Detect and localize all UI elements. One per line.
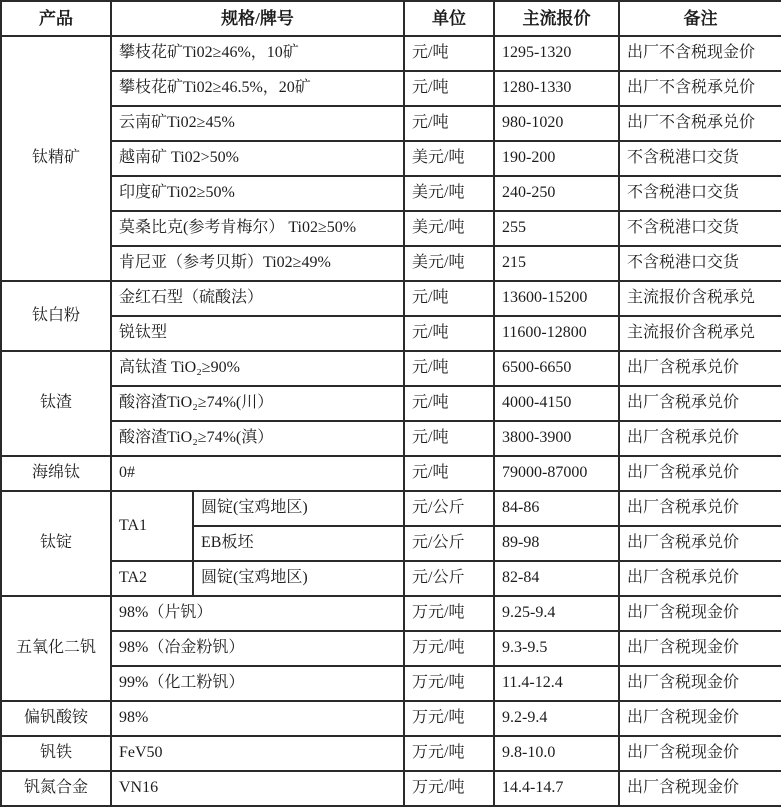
table-row <box>1 596 781 631</box>
price-cell: 255 <box>494 211 619 246</box>
price-cell: 84-86 <box>494 491 619 526</box>
column-header-price: 主流报价 <box>494 1 619 36</box>
note-cell: 出厂含税现金价 <box>619 771 781 806</box>
table-row <box>1 281 781 316</box>
price-cell: 980-1020 <box>494 106 619 141</box>
price-cell: 190-200 <box>494 141 619 176</box>
product-cell: 海绵钛 <box>1 456 111 491</box>
price-cell: 3800-3900 <box>494 421 619 456</box>
price-cell: 1280-1330 <box>494 71 619 106</box>
spec-cell: VN16 <box>111 771 404 806</box>
spec-cell: 98% <box>111 701 404 736</box>
spec-cell: 98%（片钒） <box>111 596 404 631</box>
price-cell: 89-98 <box>494 526 619 561</box>
unit-cell: 元/吨 <box>404 386 494 421</box>
note-cell: 出厂含税现金价 <box>619 701 781 736</box>
table-row <box>1 36 781 71</box>
table-row <box>1 631 781 666</box>
table-row <box>1 211 781 246</box>
table-row <box>1 771 781 806</box>
product-cell: 钛白粉 <box>1 281 111 351</box>
unit-cell: 万元/吨 <box>404 736 494 771</box>
unit-cell: 元/公斤 <box>404 526 494 561</box>
table-row <box>1 666 781 701</box>
table-body <box>1 36 781 806</box>
spec-cell: 云南矿Ti02≥45% <box>111 106 404 141</box>
spec-cell: 肯尼亚（参考贝斯）Ti02≥49% <box>111 246 404 281</box>
unit-cell: 元/吨 <box>404 36 494 71</box>
table-row <box>1 176 781 211</box>
price-cell: 215 <box>494 246 619 281</box>
note-cell: 出厂含税承兑价 <box>619 386 781 421</box>
column-header-product: 产品 <box>1 1 111 36</box>
table-row <box>1 141 781 176</box>
grade-cell: TA1 <box>111 491 193 561</box>
note-cell: 出厂不含税现金价 <box>619 36 781 71</box>
note-cell: 出厂含税承兑价 <box>619 526 781 561</box>
unit-cell: 美元/吨 <box>404 211 494 246</box>
price-cell: 1295-1320 <box>494 36 619 71</box>
price-cell: 13600-15200 <box>494 281 619 316</box>
spec-cell: 99%（化工粉钒） <box>111 666 404 701</box>
note-cell: 出厂含税现金价 <box>619 736 781 771</box>
product-cell: 五氧化二钒 <box>1 596 111 701</box>
column-header-spec: 规格/牌号 <box>111 1 404 36</box>
header-row <box>1 1 781 36</box>
unit-cell: 美元/吨 <box>404 176 494 211</box>
note-cell: 主流报价含税承兑 <box>619 281 781 316</box>
price-cell: 9.3-9.5 <box>494 631 619 666</box>
table-row <box>1 491 781 526</box>
spec-cell: FeV50 <box>111 736 404 771</box>
column-header-note: 备注 <box>619 1 781 36</box>
product-cell: 钒铁 <box>1 736 111 771</box>
price-cell: 9.25-9.4 <box>494 596 619 631</box>
note-cell: 出厂含税承兑价 <box>619 421 781 456</box>
unit-cell: 元/公斤 <box>404 491 494 526</box>
spec-cell: 酸溶渣TiO₂≥74%(滇） <box>111 421 404 456</box>
note-cell: 出厂含税现金价 <box>619 631 781 666</box>
spec-cell: 印度矿Ti02≥50% <box>111 176 404 211</box>
price-cell: 9.2-9.4 <box>494 701 619 736</box>
table-row <box>1 386 781 421</box>
note-cell: 出厂含税现金价 <box>619 666 781 701</box>
note-cell: 出厂不含税承兑价 <box>619 71 781 106</box>
product-cell: 钛精矿 <box>1 36 111 281</box>
note-cell: 不含税港口交货 <box>619 141 781 176</box>
spec-cell: 0# <box>111 456 404 491</box>
note-cell: 出厂含税承兑价 <box>619 351 781 386</box>
product-cell: 钛渣 <box>1 351 111 456</box>
note-cell: 出厂含税承兑价 <box>619 456 781 491</box>
unit-cell: 元/吨 <box>404 456 494 491</box>
table-row <box>1 351 781 386</box>
price-cell: 11600-12800 <box>494 316 619 351</box>
note-cell: 主流报价含税承兑 <box>619 316 781 351</box>
unit-cell: 元/吨 <box>404 281 494 316</box>
note-cell: 出厂含税承兑价 <box>619 491 781 526</box>
spec-cell: 莫桑比克(参考肯梅尔） Ti02≥50% <box>111 211 404 246</box>
unit-cell: 元/吨 <box>404 421 494 456</box>
spec-cell: 98%（冶金粉钒） <box>111 631 404 666</box>
spec-cell: 酸溶渣TiO₂≥74%(川） <box>111 386 404 421</box>
spec-cell: EB板坯 <box>193 526 404 561</box>
spec-cell: 攀枝花矿Ti02≥46.5%，20矿 <box>111 71 404 106</box>
unit-cell: 美元/吨 <box>404 246 494 281</box>
price-cell: 82-84 <box>494 561 619 596</box>
unit-cell: 元/吨 <box>404 316 494 351</box>
table-row <box>1 71 781 106</box>
unit-cell: 元/吨 <box>404 351 494 386</box>
note-cell: 不含税港口交货 <box>619 176 781 211</box>
spec-cell: 攀枝花矿Ti02≥46%，10矿 <box>111 36 404 71</box>
unit-cell: 元/吨 <box>404 106 494 141</box>
spec-cell: 锐钛型 <box>111 316 404 351</box>
table-row <box>1 246 781 281</box>
table-header <box>1 1 781 36</box>
table-row <box>1 456 781 491</box>
note-cell: 不含税港口交货 <box>619 246 781 281</box>
product-cell: 钛锭 <box>1 491 111 596</box>
unit-cell: 元/公斤 <box>404 561 494 596</box>
product-cell: 偏钒酸铵 <box>1 701 111 736</box>
unit-cell: 万元/吨 <box>404 631 494 666</box>
table-row <box>1 701 781 736</box>
spec-cell: 金红石型（硫酸法） <box>111 281 404 316</box>
price-cell: 79000-87000 <box>494 456 619 491</box>
spec-cell: 圆锭(宝鸡地区) <box>193 491 404 526</box>
table-row <box>1 421 781 456</box>
unit-cell: 元/吨 <box>404 71 494 106</box>
unit-cell: 万元/吨 <box>404 771 494 806</box>
unit-cell: 万元/吨 <box>404 666 494 701</box>
price-cell: 14.4-14.7 <box>494 771 619 806</box>
unit-cell: 万元/吨 <box>404 596 494 631</box>
unit-cell: 万元/吨 <box>404 701 494 736</box>
spec-cell: 高钛渣 TiO₂≥90% <box>111 351 404 386</box>
note-cell: 出厂含税现金价 <box>619 596 781 631</box>
price-cell: 4000-4150 <box>494 386 619 421</box>
table-row <box>1 561 781 596</box>
price-cell: 9.8-10.0 <box>494 736 619 771</box>
note-cell: 不含税港口交货 <box>619 211 781 246</box>
column-header-unit: 单位 <box>404 1 494 36</box>
spec-cell: 越南矿 Ti02>50% <box>111 141 404 176</box>
price-cell: 6500-6650 <box>494 351 619 386</box>
note-cell: 出厂不含税承兑价 <box>619 106 781 141</box>
grade-cell: TA2 <box>111 561 193 596</box>
table-row <box>1 316 781 351</box>
product-cell: 钒氮合金 <box>1 771 111 806</box>
price-cell: 11.4-12.4 <box>494 666 619 701</box>
price-cell: 240-250 <box>494 176 619 211</box>
spec-cell: 圆锭(宝鸡地区) <box>193 561 404 596</box>
table-row <box>1 106 781 141</box>
note-cell: 出厂含税承兑价 <box>619 561 781 596</box>
unit-cell: 美元/吨 <box>404 141 494 176</box>
table-row <box>1 736 781 771</box>
